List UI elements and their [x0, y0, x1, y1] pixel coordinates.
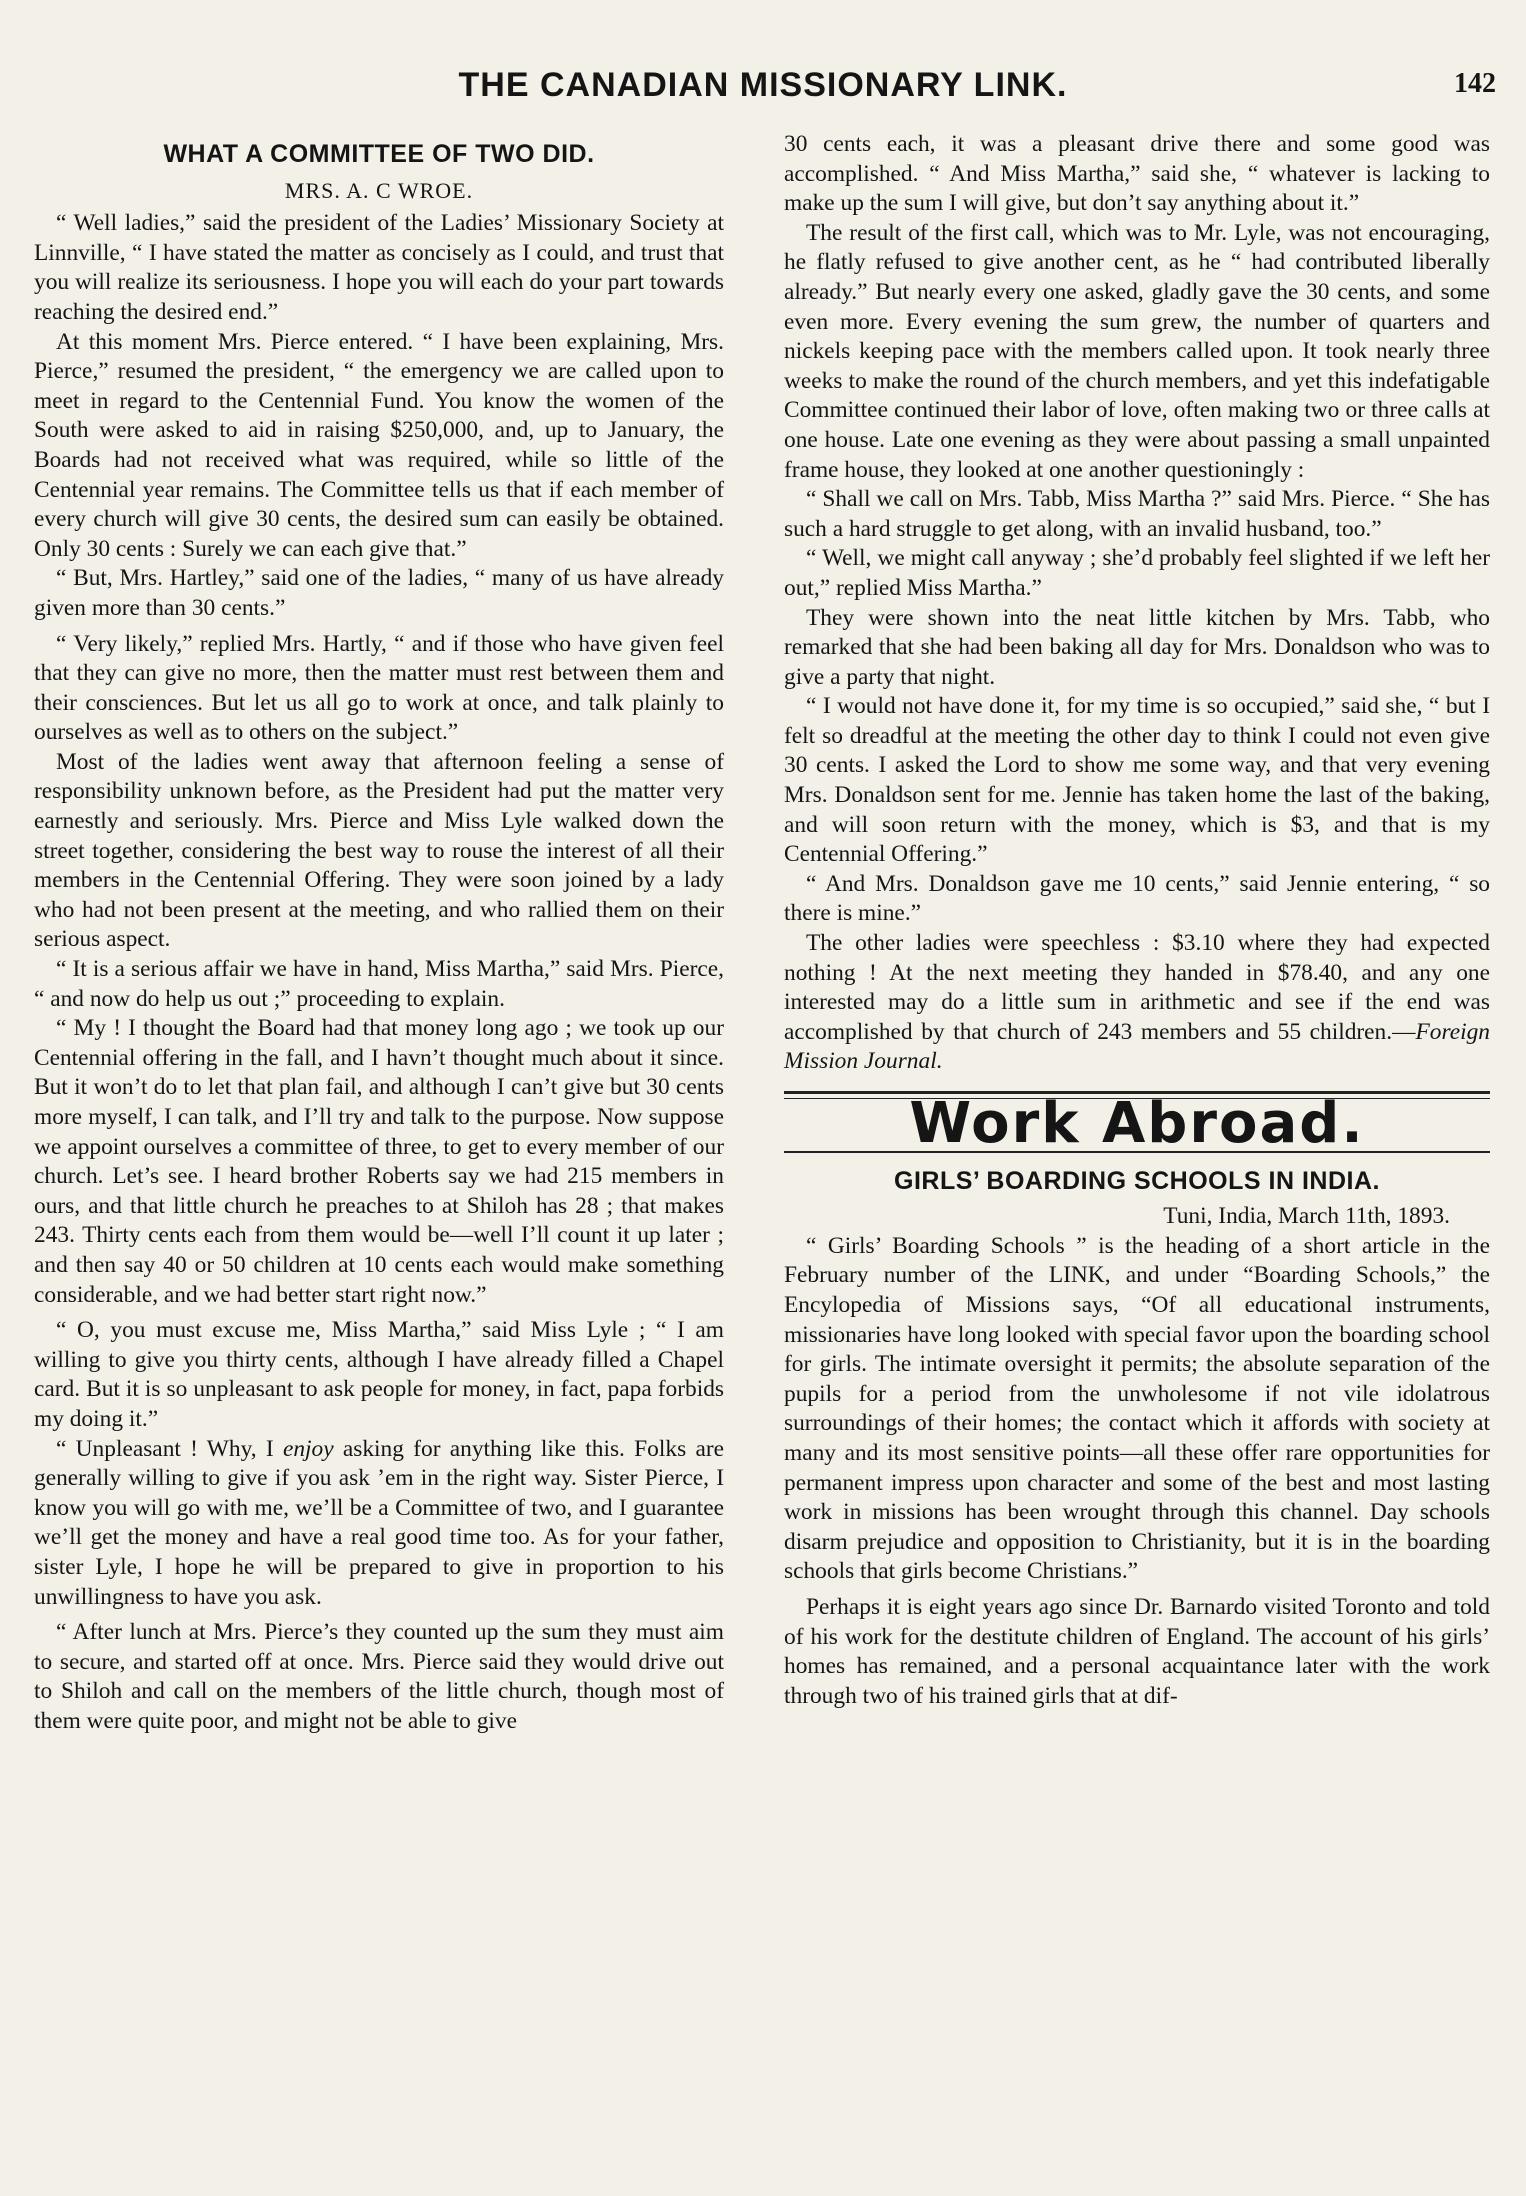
paragraph: Perhaps it is eight years ago since Dr. Barnardo visited Toronto and told of his work for the destitute children of England. The account of his girls’ homes has remained, and a personal acquaintance later with the work through two of his trained girls that at dif- [784, 1593, 1490, 1709]
right-column [784, 130, 1490, 1711]
paragraph: “ Shall we call on Mrs. Tabb, Miss Martha ?” said Mrs. Pierce. “ She has such a hard struggle to get along, with an invalid husband, too.” [784, 486, 1490, 542]
paragraph: At this moment Mrs. Pierce entered. “ I have been explaining, Mrs. Pierce,” resumed the president, “ the emergency we are called upon to meet in regard to the Centennial Fund. You know the women of the South were asked to aid in raising $250,000, and, up to January, the Boards had not received what was required, while so little of the Centennial year remains. The Committee tells us that if each member of every church will give 30 cents, the desired sum can easily be obtained. Only 30 cents : Surely we can each give that.” [34, 328, 724, 562]
text-run: “ Unpleasant ! Why, I [56, 1435, 283, 1462]
text-run: asking for anything like this. Folks are generally willing to give if you ask ’em in the right way. Sister Pierce, I know you will go with me, we’ll be a Committee of two, and I guarantee we’ll get the money and have a real good time too. As for your father, sister Lyle, I hope he will be prepared to give in proportion to his unwillingness to have you ask. [34, 1435, 724, 1610]
paragraph [34, 1435, 724, 1613]
running-head [0, 62, 1526, 114]
paragraph: They were shown into the neat little kitchen by Mrs. Tabb, who remarked that she had been baking all day for Mrs. Donaldson who was to give a party that night. [784, 604, 1490, 690]
journal-title: THE CANADIAN MISSIONARY LINK. [458, 66, 1068, 104]
paragraph: “ But, Mrs. Hartley,” said one of the ladies, “ many of us have already given more than 30 cents.” [34, 565, 724, 621]
article-title: WHAT A COMMITTEE OF TWO DID. [163, 140, 595, 168]
dateline: Tuni, India, March 11th, 1893. [1163, 1203, 1450, 1230]
page-number: 142 [1454, 68, 1496, 99]
paragraph: “ After lunch at Mrs. Pierce’s they counted up the sum they must aim to secure, and started off at once. Mrs. Pierce said they would drive out to Shiloh and call on the members of the little church, though most of them were quite poor, and might not be able to give [34, 1619, 724, 1734]
article-byline: MRS. A. C WROE. [284, 177, 474, 203]
paragraph: 30 cents each, it was a pleasant drive there and some good was accomplished. “ And Miss Martha,” said she, “ whatever is lacking to make up the sum I will give, but don’t say anything about it.” [784, 131, 1490, 217]
article-source: Foreign Mission Journal. [784, 1018, 1490, 1075]
paragraph: “ Well ladies,” said the president of the Ladies’ Missionary Society at Linnville, “ I have stated the matter as concisely as I could, and trust that you will realize its seriousness. I hope you will each do your part towards reaching the desired end.” [34, 210, 724, 325]
paragraph: “ And Mrs. Donaldson gave me 10 cents,” said Jennie entering, “ so there is mine.” [784, 870, 1490, 927]
left-column [34, 130, 724, 1736]
paragraph: “ My ! I thought the Board had that money long ago ; we took up our Centennial offering in the fall, and I havn’t thought much about it since. But it won’t do to let that plan fail, and although I can’t give but 30 cents more myself, I can talk, and I’ll try and talk to the purpose. Now suppose we appoint ourselves a committee of three, to get to every member of our church. Let’s see. I heard brother Roberts say we had 215 members in ours, and that little church he preaches to at Shiloh has 28 ; that makes 243. Thirty cents each from them would be—well I’ll count it up later ; and then say 40 or 50 children at 10 cents each would make something considerable, and we had better start right now.” [34, 1015, 724, 1308]
paragraph: “ Girls’ Boarding Schools ” is the heading of a short article in the February number of the LINK, and under “Boarding Schools,” the Encylopedia of Missions says, “Of all educational instruments, missionaries have long looked with special favor upon the boarding school for girls. The intimate oversight it permits; the absolute separation of the pupils for a period from the unwholesome if not vile idolatrous surroundings of their homes; the contact which it affords with society at many and its most sensitive points—all these offer rare opportunities for permanent impress upon character and some of the best and most lasting work in missions has been wrought through this channel. Day schools disarm prejudice and opposition to Christianity, but it is in the boarding schools that girls become Christians.” [784, 1232, 1490, 1585]
paragraph: “ O, you must excuse me, Miss Martha,” said Miss Lyle ; “ I am willing to give you thirty cents, although I have already filled a Chapel card. But it is so unpleasant to ask people for money, in fact, papa forbids my doing it.” [34, 1317, 724, 1432]
paragraph: “ I would not have done it, for my time is so occupied,” said she, “ but I felt so dreadful at the meeting the other day to think I could not even give 30 cents. I asked the Lord to show me some way, and that very evening Mrs. Donaldson sent for me. Jennie has taken home the last of the baking, and will soon return with the money, which is $3, and that is my Centennial Offering.” [784, 693, 1490, 868]
paragraph: Most of the ladies went away that afternoon feeling a sense of responsibility unknown before, as the President had put the matter very earnestly and seriously. Mrs. Pierce and Miss Lyle walked down the street together, considering the best way to rouse the interest of all their members in the Centennial Offering. They were soon joined by a lady who had not been present at the meeting, and who rallied them on their serious aspect. [34, 748, 724, 953]
paragraph: “ Well, we might call anyway ; she’d probably feel slighted if we left her out,” replied Miss Martha.” [784, 545, 1490, 601]
text-run: The other ladies were speechless : $3.10 where they had expected nothing ! At the next meeting they handed in $78.40, and any one interested may do a little sum in arithmetic and see if the end was accomplished by that church of 243 members and 55 children.— [784, 930, 1490, 1045]
paragraph: “ Very likely,” replied Mrs. Hartly, “ and if those who have given feel that they can give no more, then the matter must rest between them and their consciences. But let us all go to work at once, and talk plainly to ourselves as well as to others on the subject.” [34, 630, 724, 746]
section-heading: Work Abroad. [909, 1091, 1365, 1156]
paragraph [784, 929, 1490, 1077]
paragraph: The result of the first call, which was to Mr. Lyle, was not encouraging, he flatly refused to give another cent, as he “ had contributed liberally already.” But nearly every one asked, gladly gave the 30 cents, and some even more. Every evening the sum grew, the number of quarters and nickels keeping pace with the members called upon. It took nearly three weeks to make the round of the church members, and yet this indefatigable Committee continued their labor of love, often making two or three calls at one house. Late one evening as they were about passing a small unpainted frame house, they looked at one another questioningly : [784, 219, 1490, 483]
emphasis: enjoy [282, 1435, 334, 1462]
article-title: GIRLS’ BOARDING SCHOOLS IN INDIA. [894, 1166, 1380, 1195]
paragraph: “ It is a serious affair we have in hand, Miss Martha,” said Mrs. Pierce, “ and now do help us out ;” proceeding to explain. [34, 956, 724, 1012]
